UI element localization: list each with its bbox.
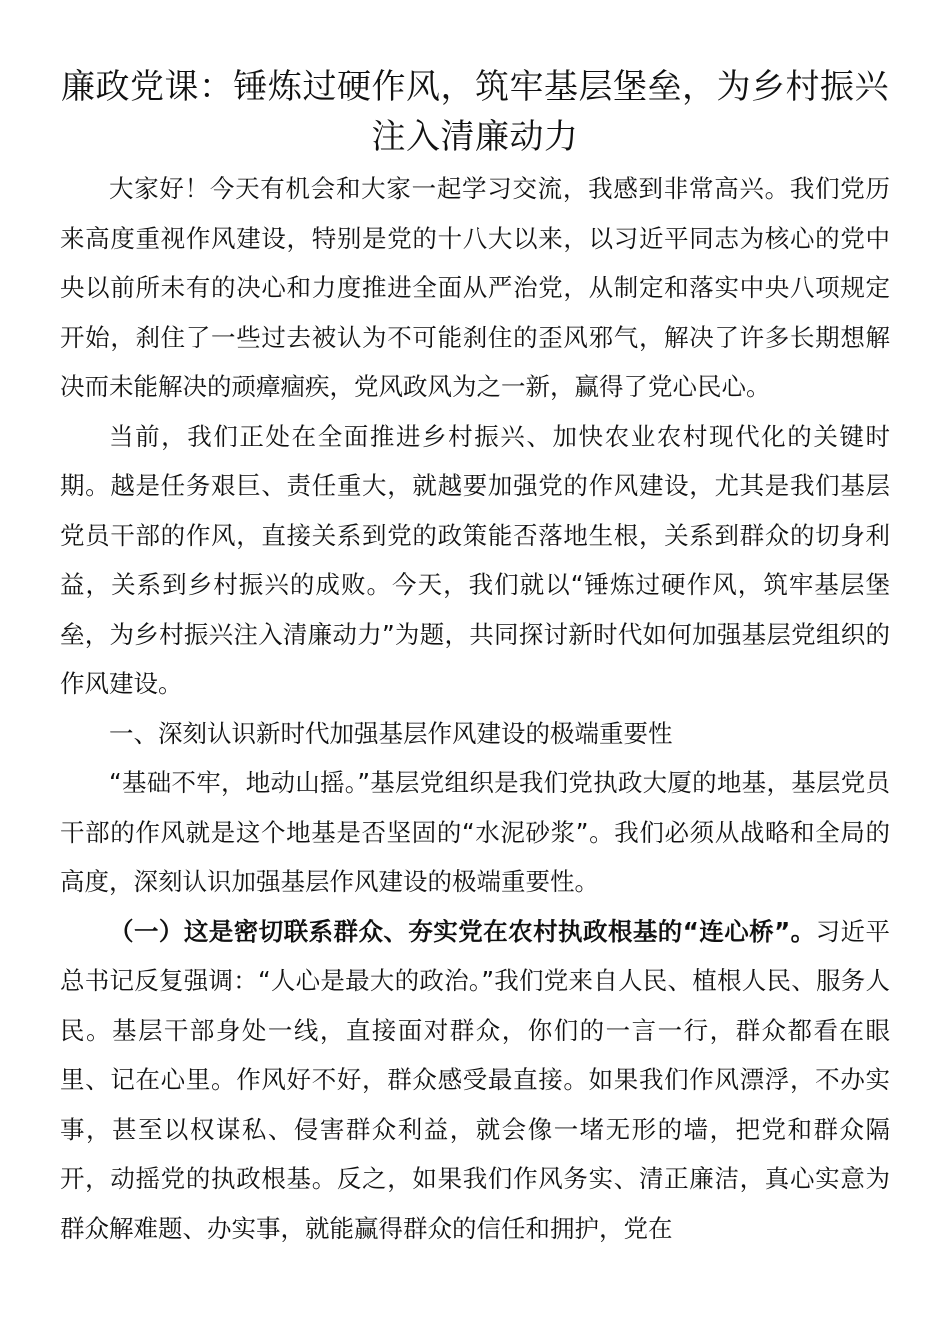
subsection-one-heading: （一）这是密切联系群众、夯实党在农村执政根基的“连心桥”。 [109,916,816,946]
subsection-one-text: 习近平总书记反复强调：“人心是最大的政治。”我们党来自人民、植根人民、服务人民。基层干部身处一线，直接面对群众，你们的一言一行，群众都看在眼里、记在心里。作风好不好，群众感受最直接。如果我们作风漂浮，不办实事，甚至以权谋私、侵害群众利益，就会像一堵无形的墙，把党和群众隔开，动摇党的执政根基。反之，如果我们作风务实、清正廉洁，真心实意为群众解难题、办实事，就能赢得群众的信任和拥护，党在 [60,916,890,1243]
document-title: 廉政党课：锤炼过硬作风，筑牢基层堡垒，为乡村振兴注入清廉动力 [61,67,889,157]
paragraph-foundation: “基础不牢，地动山摇。”基层党组织是我们党执政大厦的地基，基层党员干部的作风就是这个地基是否坚固的“水泥砂浆”。我们必须从战略和全局的高度，深刻认识加强基层作风建设的极端重要性。 [60,768,890,896]
document-body [60,164,890,1253]
paragraph-subsection-one [60,907,890,1254]
paragraph-context: 当前，我们正处在全面推进乡村振兴、加快农业农村现代化的关键时期。越是任务艰巨、责任重大，就越要加强党的作风建设，尤其是我们基层党员干部的作风，直接关系到党的政策能否落地生根，关系到群众的切身利益，关系到乡村振兴的成败。今天，我们就以“锤炼过硬作风，筑牢基层堡垒，为乡村振兴注入清廉动力”为题，共同探讨新时代如何加强基层党组织的作风建设。 [60,421,890,698]
paragraph-intro: 大家好！今天有机会和大家一起学习交流，我感到非常高兴。我们党历来高度重视作风建设，特别是党的十八大以来，以习近平同志为核心的党中央以前所未有的决心和力度推进全面从严治党，从制定和落实中央八项规定开始，刹住了一些过去被认为不可能刹住的歪风邪气，解决了许多长期想解决而未能解决的顽瘴痼疾，党风政风为之一新，赢得了党心民心。 [60,174,890,401]
section-heading-one: 一、深刻认识新时代加强基层作风建设的极端重要性 [109,718,673,748]
